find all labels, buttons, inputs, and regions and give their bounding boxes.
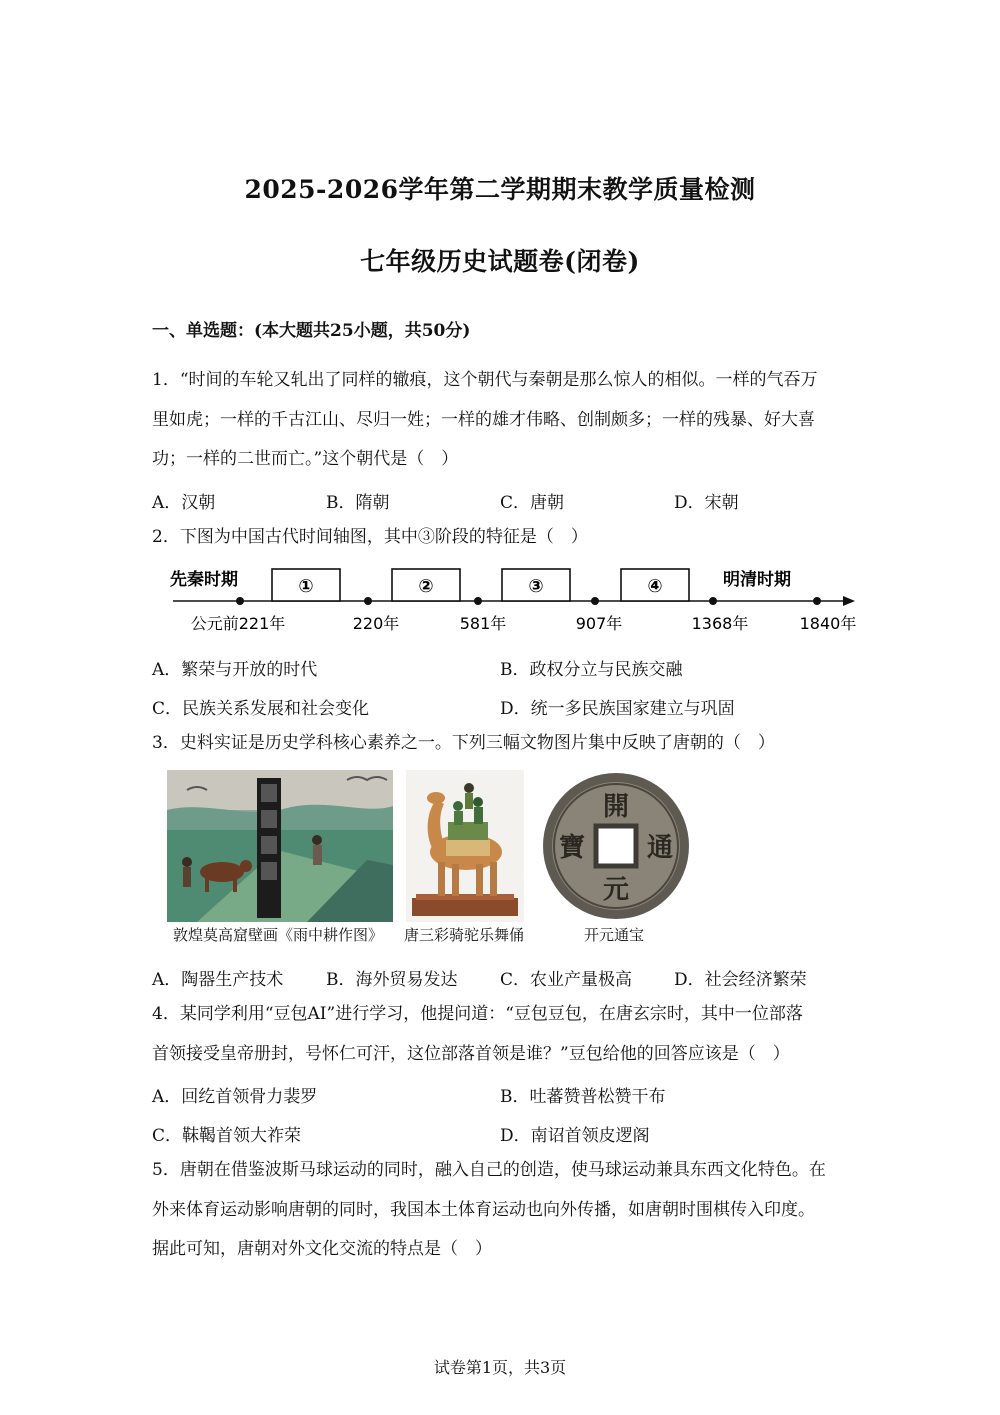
mural-figure-body xyxy=(313,845,322,865)
question-1-options xyxy=(152,488,862,512)
option-d[interactable]: D．南诏首领皮逻阁 xyxy=(500,1126,650,1146)
question-3-options xyxy=(152,965,862,989)
option-a[interactable]: A．繁荣与开放的时代 xyxy=(152,660,318,680)
question-5 xyxy=(152,1151,862,1270)
timeline-year: 1840年 xyxy=(799,614,857,633)
camel-musician xyxy=(474,807,483,824)
camel-head xyxy=(427,792,445,804)
timeline-end-label: 明清时期 xyxy=(723,570,791,590)
camel-leg xyxy=(476,864,483,896)
mural-inscription-char xyxy=(261,784,277,802)
exam-title: 2025-2026学年第二学期期末教学质量检测 xyxy=(244,175,756,204)
mural-farmer-body xyxy=(183,867,191,887)
timeline-dot xyxy=(236,597,244,605)
mural-inscription-char xyxy=(261,810,277,828)
coin-square-hole xyxy=(596,826,636,866)
timeline-start-label: 先秦时期 xyxy=(170,570,238,590)
timeline-stage-label: ② xyxy=(418,576,434,597)
timeline-dot xyxy=(364,597,372,605)
option-a[interactable]: A．陶器生产技术 xyxy=(152,970,284,990)
timeline-year: 581年 xyxy=(459,614,507,633)
option-a[interactable]: A．汉朝 xyxy=(152,493,216,513)
coin-char-right: 通 xyxy=(646,833,674,863)
option-c[interactable]: C．唐朝 xyxy=(500,493,565,513)
option-c[interactable]: C．民族关系发展和社会变化 xyxy=(152,699,370,719)
option-d[interactable]: D．宋朝 xyxy=(674,493,739,513)
option-c[interactable]: C．靺鞨首领大祚荣 xyxy=(152,1126,302,1146)
image-caption: 唐三彩骑驼乐舞俑 xyxy=(404,926,525,944)
exam-subtitle: 七年级历史试题卷(闭卷) xyxy=(360,247,640,276)
question-line: 首领接受皇帝册封，号怀仁可汗，这位部落首领是谁？”豆包给他的回答应该是（ ） xyxy=(152,1043,790,1064)
timeline-arrow-icon xyxy=(843,596,855,606)
question-line: 4．某同学利用“豆包AI”进行学习，他提问道：“豆包豆包，在唐玄宗时，其中一位部落 xyxy=(152,1004,803,1024)
timeline-year: 公元前221年 xyxy=(190,614,286,633)
option-b[interactable]: B．海外贸易发达 xyxy=(326,970,458,990)
timeline-stage-label: ③ xyxy=(528,576,544,597)
question-line: 里如虎；一样的千古江山、尽归一姓；一样的雄才伟略、创制颇多；一样的残暴、好大喜 xyxy=(152,409,815,430)
timeline-year: 220年 xyxy=(352,614,400,633)
question-line: 2．下图为中国古代时间轴图，其中③阶段的特征是（ ） xyxy=(152,527,588,547)
mural-figure-head xyxy=(312,835,322,845)
timeline-year: 907年 xyxy=(575,614,623,633)
question-4 xyxy=(152,995,862,1074)
option-d[interactable]: D．统一多民族国家建立与巩固 xyxy=(500,699,735,719)
camel-dancer-head xyxy=(464,783,474,793)
mural-farmer-head xyxy=(182,857,192,867)
mural-ox-leg xyxy=(233,878,237,892)
question-2-options-row1 xyxy=(152,655,862,679)
coin-char-top: 開 xyxy=(602,792,630,822)
mural-painting-icon xyxy=(167,770,393,922)
question-3 xyxy=(152,724,862,764)
camel-leg xyxy=(490,862,497,896)
option-b[interactable]: B．吐蕃赞普松赞干布 xyxy=(500,1087,666,1107)
option-d[interactable]: D．社会经济繁荣 xyxy=(674,970,807,990)
page-footer: 试卷第1页，共3页 xyxy=(433,1358,567,1377)
mural-ox-head xyxy=(240,860,252,872)
question-line: 3．史料实证是历史学科核心素养之一。下列三幅文物图片集中反映了唐朝的（ ） xyxy=(152,733,775,753)
camel-pedestal-top xyxy=(416,894,514,900)
timeline-dot xyxy=(709,597,717,605)
image-caption: 开元通宝 xyxy=(584,926,645,944)
question-4-options-row1 xyxy=(152,1082,862,1106)
section-heading: 一、单选题：(本大题共25小题，共50分) xyxy=(152,321,471,341)
question-line: 据此可知，唐朝对外文化交流的特点是（ ） xyxy=(152,1239,492,1259)
timeline-stage-label: ④ xyxy=(647,576,663,597)
question-1 xyxy=(152,361,862,480)
question-2 xyxy=(152,518,862,558)
camel-leg xyxy=(438,862,445,896)
timeline-dot xyxy=(474,597,482,605)
camel-musician xyxy=(454,811,463,825)
timeline-year: 1368年 xyxy=(691,614,749,633)
mural-ox-leg xyxy=(205,878,209,892)
camel-musician-head xyxy=(473,797,483,807)
option-a[interactable]: A．回纥首领骨力裴罗 xyxy=(152,1087,318,1107)
camel-musician-head xyxy=(453,801,463,811)
question-line: 外来体育运动影响唐朝的同时，我国本土体育运动也向外传播，如唐朝时围棋传入印度。 xyxy=(152,1199,815,1220)
timeline-dot xyxy=(813,597,821,605)
image-caption: 敦煌莫高窟壁画《雨中耕作图》 xyxy=(173,926,384,944)
question-4-options-row2 xyxy=(152,1121,862,1145)
coin-char-left: 寶 xyxy=(558,833,586,863)
coin-char-bottom: 元 xyxy=(602,875,630,905)
camel-pedestal xyxy=(412,898,518,916)
kaiyuan-coin-icon xyxy=(540,770,692,922)
mural-inscription-char xyxy=(261,836,277,854)
timeline-diagram xyxy=(165,560,865,640)
option-c[interactable]: C．农业产量极高 xyxy=(500,970,633,990)
question-2-options-row2 xyxy=(152,694,862,718)
option-b[interactable]: B．政权分立与民族交融 xyxy=(500,660,683,680)
camel-saddle-cloth xyxy=(446,840,490,856)
camel-dancer xyxy=(465,793,473,809)
timeline-stage-label: ① xyxy=(298,576,314,597)
mural-inscription-char xyxy=(261,862,277,880)
camel-leg xyxy=(452,864,459,896)
option-b[interactable]: B．隋朝 xyxy=(326,493,390,513)
tang-tricolor-camel-icon xyxy=(406,770,524,922)
question-line: 1．“时间的车轮又轧出了同样的辙痕，这个朝代与秦朝是那么惊人的相似。一样的气吞万 xyxy=(152,370,818,390)
question-line: 5．唐朝在借鉴波斯马球运动的同时，融入自己的创造，使马球运动兼具东西文化特色。在 xyxy=(152,1160,826,1180)
timeline-dot xyxy=(591,597,599,605)
question-line: 功；一样的二世而亡。”这个朝代是（ ） xyxy=(152,449,459,469)
